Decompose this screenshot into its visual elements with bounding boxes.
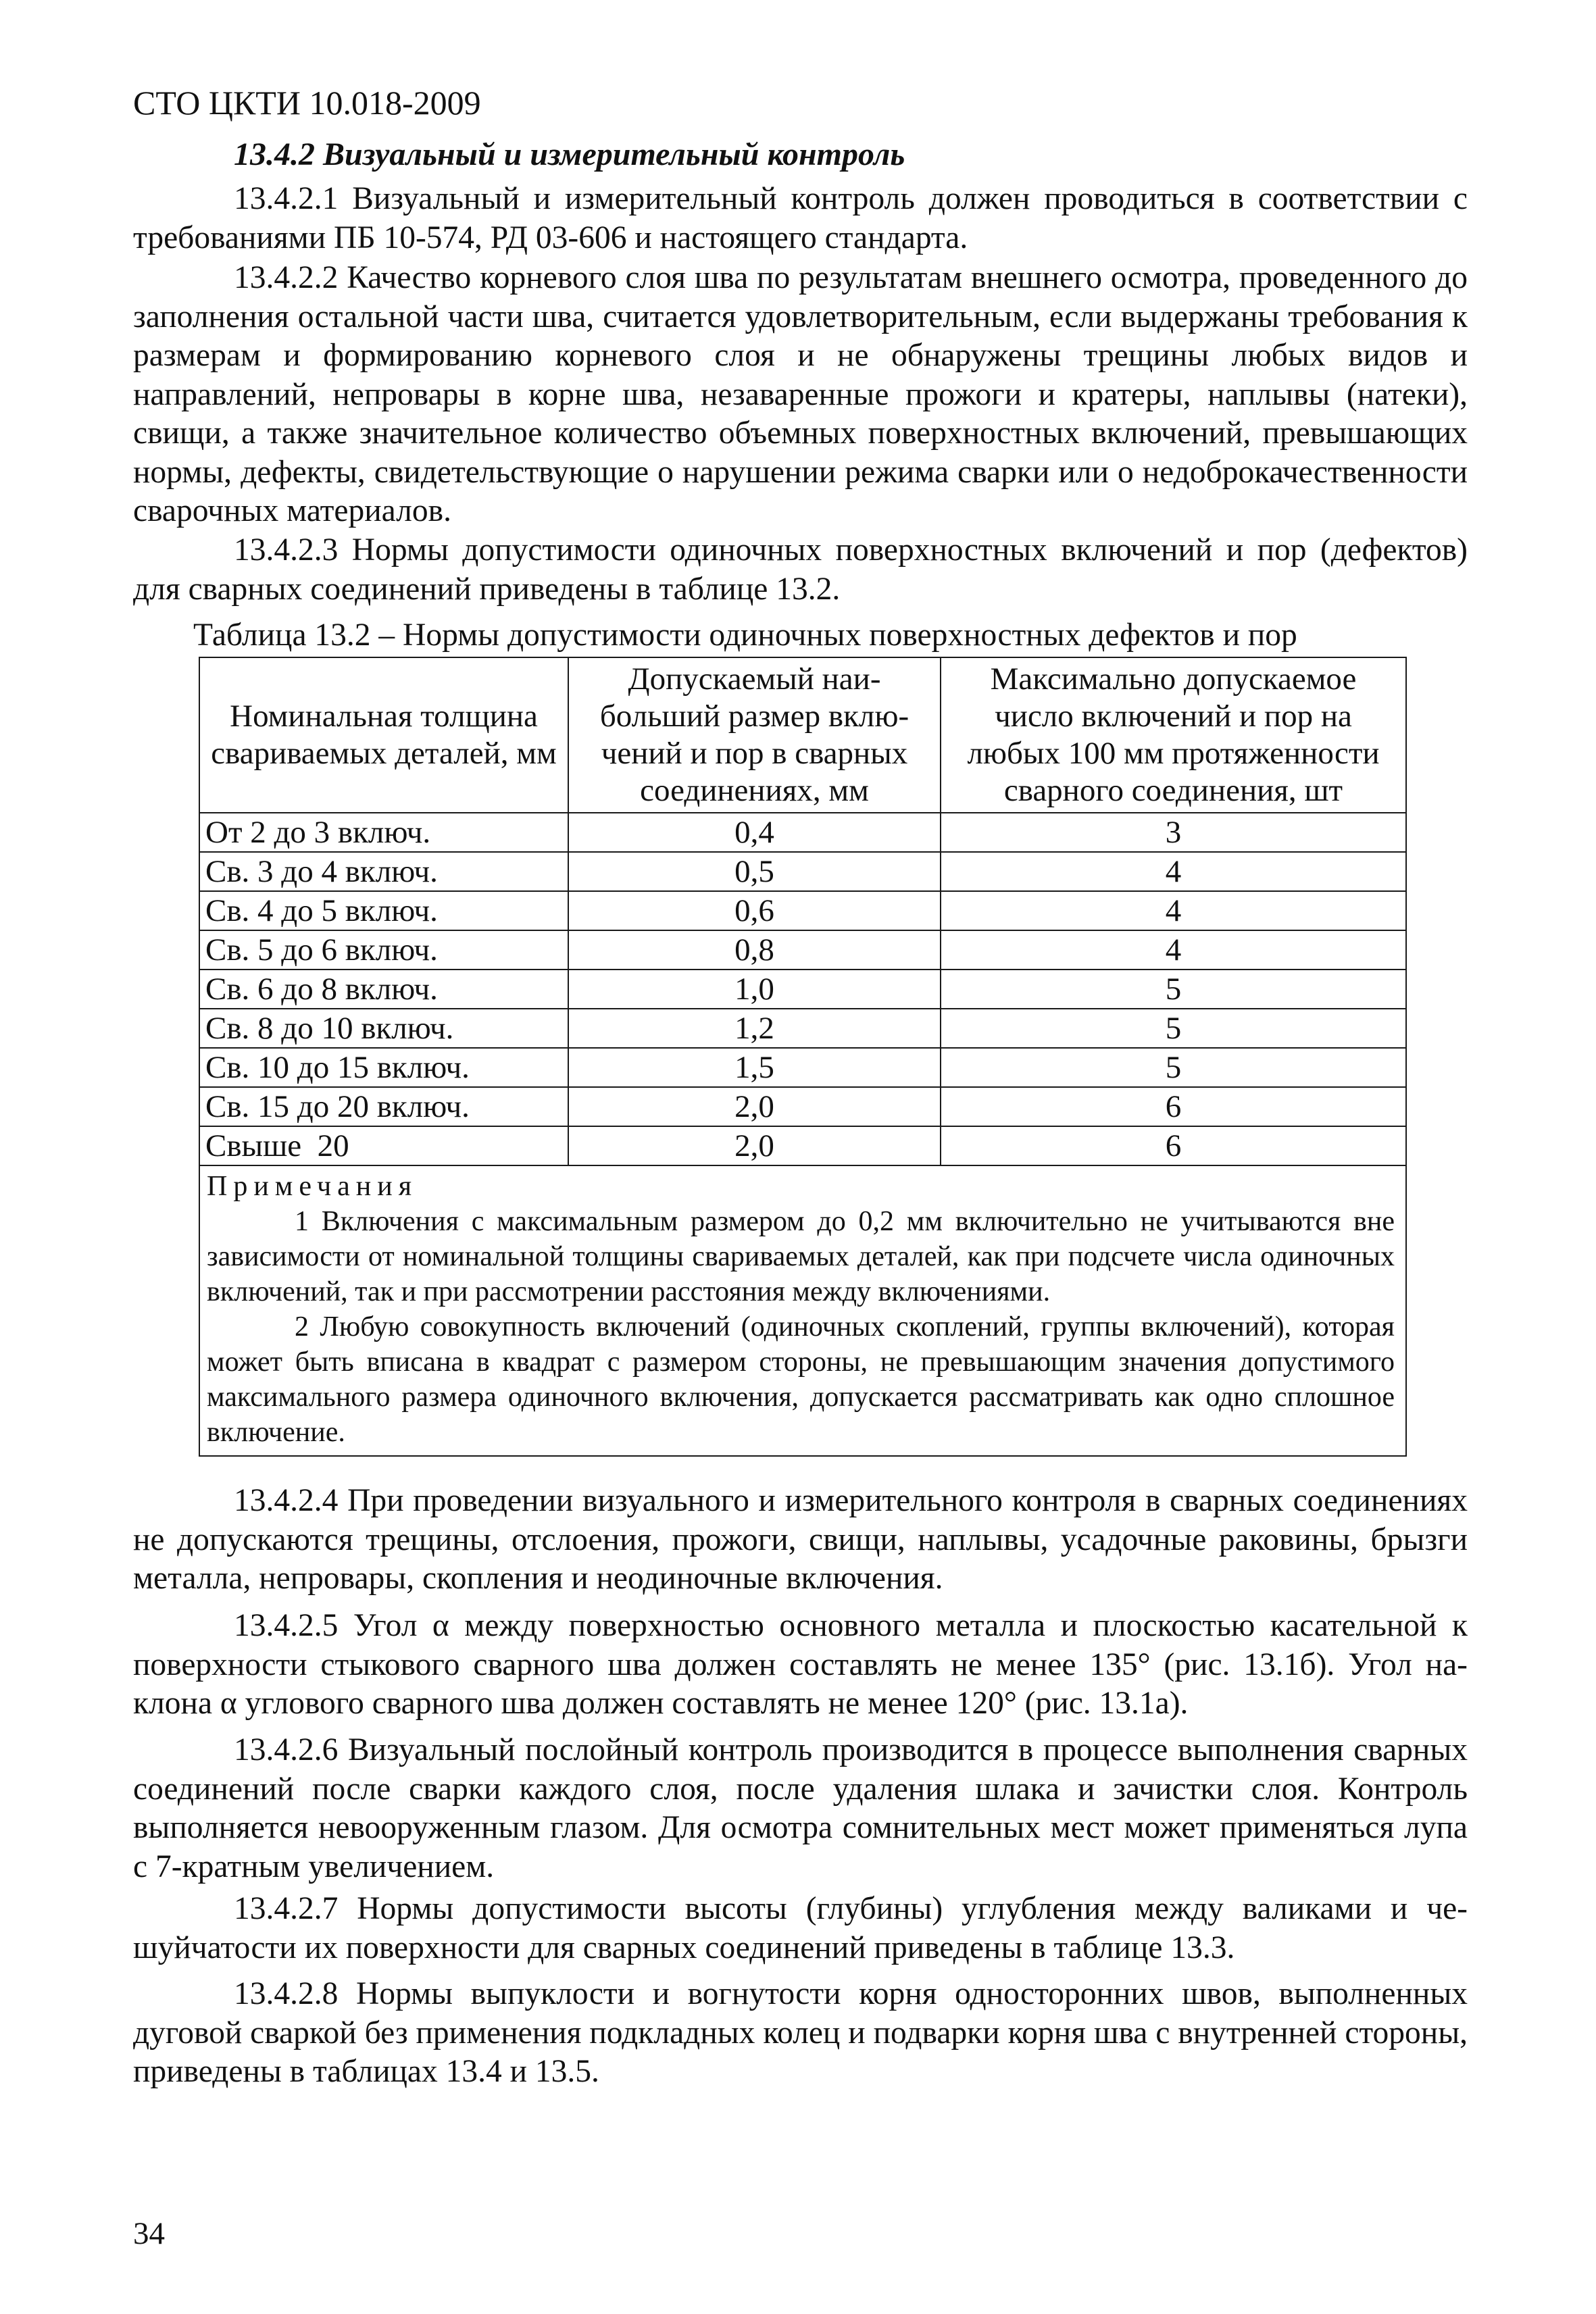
table-row <box>199 1009 1406 1048</box>
paragraph-13-4-2-6: 13.4.2.6 Визуальный послойный контроль производится в процессе выполнения сварных соединений после сварки каждого слоя, после удаления шлака и зачистки слоя. Контроль выполняется невооруженным глазом. Для осмотра сомнительных мест может применяться лупа с 7-кратным увеличением. <box>133 1732 1468 1884</box>
note-2: 2 Любую совокупность включений (одиночных скоплений, группы включений), которая может быть вписана в квадрат с размером стороны, не превышающим значения допустимого максимального размера одиночного включения, допускается рассматривать как одно сплошное включение. <box>207 1311 1395 1448</box>
cell-max-count: 3 <box>941 813 1406 852</box>
cell-max-count: 6 <box>941 1087 1406 1126</box>
cell-thickness: Св. 15 до 20 включ. <box>199 1087 568 1126</box>
cell-thickness: Свыше 20 <box>199 1126 568 1165</box>
cell-max-count: 4 <box>941 891 1406 930</box>
header-max-count: Максимально допускаемое число включений и пор на любых 100 мм протяженности сварного соединения, шт <box>941 657 1406 813</box>
cell-max-size: 2,0 <box>568 1126 941 1165</box>
cell-thickness: От 2 до 3 включ. <box>199 813 568 852</box>
cell-max-size: 0,4 <box>568 813 941 852</box>
cell-max-count: 6 <box>941 1126 1406 1165</box>
cell-max-count: 5 <box>941 970 1406 1009</box>
cell-thickness: Св. 10 до 15 включ. <box>199 1048 568 1087</box>
cell-max-count: 4 <box>941 852 1406 891</box>
table-caption: Таблица 13.2 – Нормы допустимости одиночных поверхностных дефектов и пор <box>193 618 1297 653</box>
table-row <box>199 813 1406 852</box>
notes-title: Примечания <box>207 1171 418 1202</box>
cell-thickness: Св. 8 до 10 включ. <box>199 1009 568 1048</box>
note-1: 1 Включения с максимальным размером до 0,2 мм включительно не учитываются вне зависимости от номинальной толщины свариваемых деталей, как при подсчете числа одиночных включений, так и при рассмотрении расстояния между включениями. <box>207 1206 1395 1307</box>
table-row <box>199 970 1406 1009</box>
paragraph-13-4-2-1: 13.4.2.1 Визуальный и измерительный контроль должен проводиться в соответствии с требованиями ПБ 10-574, РД 03-606 и настоящего стандарта. <box>133 181 1468 255</box>
section-heading: 13.4.2 Визуальный и измерительный контроль <box>234 136 905 172</box>
cell-max-size: 1,5 <box>568 1048 941 1087</box>
table-header-row <box>199 657 1406 813</box>
table-row <box>199 930 1406 970</box>
cell-max-size: 0,6 <box>568 891 941 930</box>
paragraph-13-4-2-5: 13.4.2.5 Угол α между поверхностью основного металла и плоскостью касательной к поверхности стыкового сварного шва должен составлять не менее 135° (рис. 13.1б). Угол наклона α углового сварного шва должен составлять не менее 120° (рис. 13.1а). <box>133 1608 1468 1721</box>
paragraph-13-4-2-4: 13.4.2.4 При проведении визуального и измерительного контроля в сварных соединениях не допускаются трещины, отслоения, прожоги, свищи, наплывы, усадочные раковины, брызги металла, непровары, скопления и неодиночные включения. <box>133 1483 1468 1596</box>
cell-thickness: Св. 5 до 6 включ. <box>199 930 568 970</box>
cell-max-size: 2,0 <box>568 1087 941 1126</box>
cell-thickness: Св. 4 до 5 включ. <box>199 891 568 930</box>
cell-max-count: 5 <box>941 1009 1406 1048</box>
cell-thickness: Св. 3 до 4 включ. <box>199 852 568 891</box>
cell-max-size: 1,2 <box>568 1009 941 1048</box>
table-notes-row <box>199 1165 1406 1456</box>
defects-table <box>199 657 1407 1457</box>
cell-max-size: 1,0 <box>568 970 941 1009</box>
paragraph-13-4-2-7: 13.4.2.7 Нормы допустимости высоты (глубины) углубления между валиками и чешуйчатости их поверхности для сварных соединений приведены в таблице 13.3. <box>133 1891 1468 1965</box>
paragraph-13-4-2-2: 13.4.2.2 Качество корневого слоя шва по результатам внешнего осмотра, проведенного до заполнения остальной части шва, считается удовлетворительным, если выдержаны требования к размерам и формированию корневого слоя и не обнаружены трещины любых видов и направлений, непровары в корне шва, незаваренные прожоги и кратеры, наплывы (натеки), свищи, а также значительное количество объемных поверхностных включений, превышающих нормы, дефекты, свидетельствующие о нарушении режима сварки или о недоброкачественности сварочных материалов. <box>133 260 1468 528</box>
cell-thickness: Св. 6 до 8 включ. <box>199 970 568 1009</box>
header-thickness: Номинальная толщина свариваемых деталей, мм <box>199 657 568 813</box>
paragraph-13-4-2-3: 13.4.2.3 Нормы допустимости одиночных поверхностных включений и пор (дефектов) для сварных соединений приведены в таблице 13.2. <box>133 532 1468 607</box>
table-row <box>199 891 1406 930</box>
table-row <box>199 1048 1406 1087</box>
table-row <box>199 1126 1406 1165</box>
table-row <box>199 852 1406 891</box>
paragraph-13-4-2-8: 13.4.2.8 Нормы выпуклости и вогнутости корня односторонних швов, выполненных дуговой сваркой без применения подкладных колец и подварки корня шва с внутренней стороны, приведены в таблицах 13.4 и 13.5. <box>133 1976 1468 2089</box>
cell-max-size: 0,8 <box>568 930 941 970</box>
document-code: СТО ЦКТИ 10.018-2009 <box>133 84 481 122</box>
table-notes <box>199 1165 1406 1456</box>
cell-max-count: 4 <box>941 930 1406 970</box>
table-row <box>199 1087 1406 1126</box>
page-number: 34 <box>133 2216 165 2251</box>
cell-max-size: 0,5 <box>568 852 941 891</box>
cell-max-count: 5 <box>941 1048 1406 1087</box>
header-max-size: Допускаемый наибольший размер включений и пор в сварных соединениях, мм <box>568 657 941 813</box>
